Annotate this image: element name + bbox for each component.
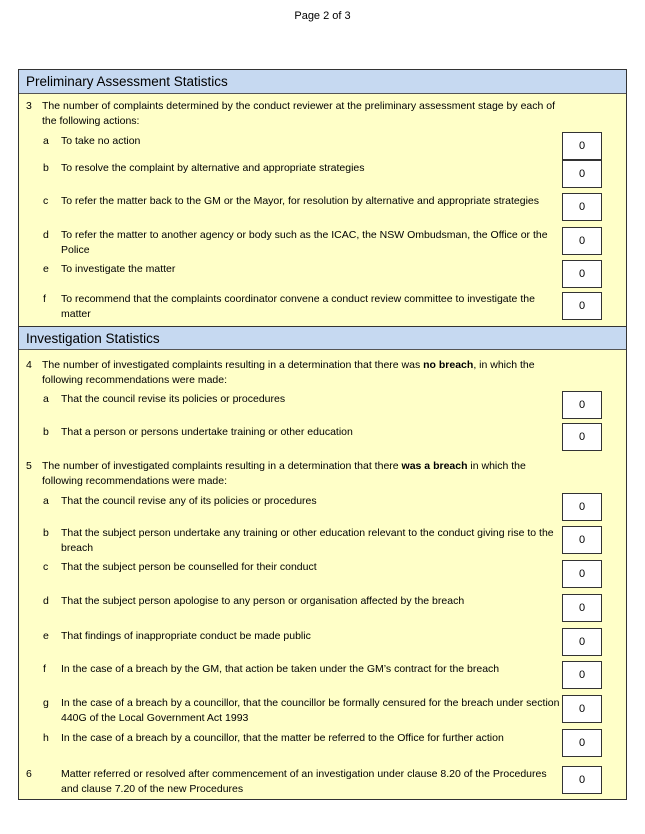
- q3-item-f-text: To recommend that the complaints coordinator convene a conduct review committee to investigate the matter: [61, 293, 535, 320]
- question-5-text: The number of investigated complaints resulting in a determination that there was a breach in which the following recommendations were made:: [42, 460, 526, 487]
- q3-item-a-text: To take no action: [61, 135, 141, 147]
- q5-item-e-count-field[interactable]: 0: [562, 628, 602, 656]
- q3-item-b-count-field[interactable]: 0: [562, 160, 602, 188]
- q3-item-a-letter: a: [43, 135, 49, 147]
- q5-item-a-count-field[interactable]: 0: [562, 493, 602, 521]
- no-breach-emphasis: no breach: [423, 359, 474, 371]
- q4-item-b-count-field[interactable]: 0: [562, 423, 602, 451]
- q5-item-e-text: That findings of inappropriate conduct be made public: [61, 630, 311, 642]
- question-4-text: The number of investigated complaints resulting in a determination that there was no breach, in which the following recommendations were made:: [42, 359, 535, 386]
- q5-item-g-count-field[interactable]: 0: [562, 695, 602, 723]
- q3-item-b-letter: b: [43, 162, 49, 174]
- question-3-number: 3: [26, 100, 32, 112]
- q5-item-d-letter: d: [43, 595, 49, 607]
- q4-item-a-letter: a: [43, 393, 49, 405]
- q3-item-d-count-field[interactable]: 0: [562, 227, 602, 255]
- q4-item-b-text: That a person or persons undertake training or other education: [61, 426, 353, 438]
- was-a-breach-emphasis: was a breach: [401, 460, 468, 472]
- investigation-statistics-header: Investigation Statistics: [19, 326, 626, 350]
- q3-item-d-letter: d: [43, 229, 49, 241]
- q5-item-f-letter: f: [43, 663, 46, 675]
- q5-item-b-text: That the subject person undertake any training or other education relevant to the conduct giving rise to the breach: [61, 527, 554, 554]
- q5-item-f-text: In the case of a breach by the GM, that action be taken under the GM’s contract for the breach: [61, 663, 500, 675]
- q5-item-a-text: That the council revise any of its policies or procedures: [61, 495, 317, 507]
- q3-item-e-text: To investigate the matter: [61, 263, 176, 275]
- q3-item-c-text: To refer the matter back to the GM or the Mayor, for resolution by alternative and appropriate strategies: [61, 195, 539, 207]
- q5-item-b-count-field[interactable]: 0: [562, 526, 602, 554]
- q5-item-h-count-field[interactable]: 0: [562, 729, 602, 757]
- q5-item-f-count-field[interactable]: 0: [562, 661, 602, 689]
- preliminary-assessment-header: Preliminary Assessment Statistics: [19, 70, 626, 94]
- q3-item-d-text: To refer the matter to another agency or body such as the ICAC, the NSW Ombudsman, the Office or the Police: [61, 229, 548, 256]
- q5-item-c-text: That the subject person be counselled for their conduct: [61, 561, 317, 573]
- question-5-number: 5: [26, 460, 32, 472]
- q6-count-field[interactable]: 0: [562, 766, 602, 794]
- q5-item-c-count-field[interactable]: 0: [562, 560, 602, 588]
- q5-item-h-letter: h: [43, 732, 49, 744]
- q5-item-a-letter: a: [43, 495, 49, 507]
- question-6-number: 6: [26, 768, 32, 780]
- q3-item-f-count-field[interactable]: 0: [562, 292, 602, 320]
- q4-item-a-text: That the council revise its policies or procedures: [61, 393, 286, 405]
- question-6-text: Matter referred or resolved after commencement of an investigation under clause 8.20 of the Procedures and clause 7.20 of the new Procedures: [61, 768, 547, 795]
- q5-item-d-text: That the subject person apologise to any person or organisation affected by the breach: [61, 595, 465, 607]
- question-4-number: 4: [26, 359, 32, 371]
- q5-item-d-count-field[interactable]: 0: [562, 594, 602, 622]
- q3-item-c-count-field[interactable]: 0: [562, 193, 602, 221]
- q5-item-g-text: In the case of a breach by a councillor, that the councillor be formally censured for the breach under section 440G of the Local Government Act 1993: [61, 697, 560, 724]
- q5-item-h-text: In the case of a breach by a councillor, that the matter be referred to the Office for further action: [61, 732, 504, 744]
- question-3-text: The number of complaints determined by the conduct reviewer at the preliminary assessment stage by each of the following actions:: [42, 100, 556, 127]
- statistics-form: [18, 69, 627, 800]
- page-number: Page 2 of 3: [294, 10, 351, 22]
- q3-item-a-count-field[interactable]: 0: [562, 132, 602, 160]
- q3-item-e-letter: e: [43, 263, 49, 275]
- q3-item-e-count-field[interactable]: 0: [562, 260, 602, 288]
- q3-item-b-text: To resolve the complaint by alternative and appropriate strategies: [61, 162, 365, 174]
- q3-item-f-letter: f: [43, 293, 46, 305]
- q3-item-c-letter: c: [43, 195, 49, 207]
- q5-item-c-letter: c: [43, 561, 49, 573]
- q5-item-b-letter: b: [43, 527, 49, 539]
- q4-item-b-letter: b: [43, 426, 49, 438]
- q4-item-a-count-field[interactable]: 0: [562, 391, 602, 419]
- q5-item-g-letter: g: [43, 697, 49, 709]
- q5-item-e-letter: e: [43, 630, 49, 642]
